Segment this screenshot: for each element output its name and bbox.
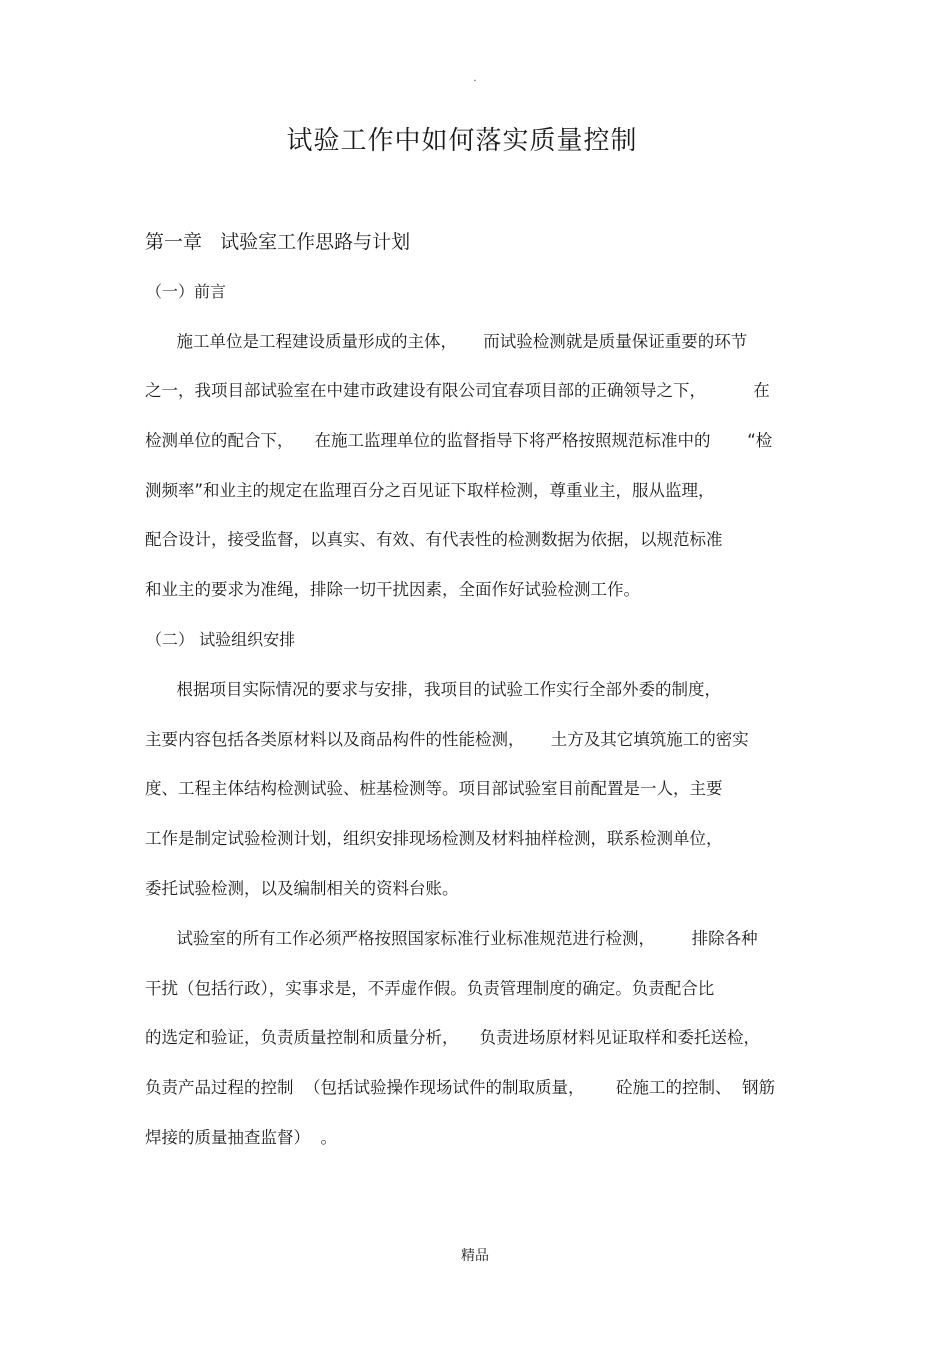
document-title: 试验工作中如何落实质量控制 xyxy=(286,126,638,156)
paragraph-line: 之一，我项目部试验室在中建市政建设有限公司宜春项目部的正确领导之下， 在 xyxy=(145,381,770,400)
paragraph-line: 焊接的质量抽查监督） 。 xyxy=(145,1128,337,1147)
paragraph-line: 施工单位是工程建设质量形成的主体， 而试验检测就是质量保证重要的环节 xyxy=(145,332,748,351)
paragraph-line: 和业主的要求为准绳，排除一切干扰因素，全面作好试验检测工作。 xyxy=(145,580,640,599)
paragraph-line: 委托试验检测，以及编制相关的资料台账。 xyxy=(145,879,459,898)
paragraph-line: 干扰（包括行政），实事求是，不弄虚作假。负责管理制度的确定。负责配合比 xyxy=(145,979,715,998)
paragraph-line: 测频率”和业主的规定在监理百分之百见证下取样检测，尊重业主，服从监理， xyxy=(145,481,715,500)
paragraph-line: 配合设计，接受监督，以真实、有效、有代表性的检测数据为依据，以规范标准 xyxy=(145,530,723,549)
section-heading-preface: （一）前言 xyxy=(146,282,227,301)
paragraph-line: 主要内容包括各类原材料以及商品构件的性能检测， 土方及其它填筑施工的密实 xyxy=(145,730,749,749)
header-mark: . xyxy=(473,73,477,84)
paragraph-line: 的选定和验证，负责质量控制和质量分析， 负责进场原材料见证取样和委托送检， xyxy=(145,1028,760,1047)
chapter-heading: 第一章 试验室工作思路与计划 xyxy=(145,231,411,253)
footer-mark: 精品 xyxy=(461,1248,489,1264)
paragraph-line: 度、工程主体结构检测试验、桩基检测等。项目部试验室目前配置是一人，主要 xyxy=(145,779,723,798)
paragraph-line: 根据项目实际情况的要求与安排，我项目的试验工作实行全部外委的制度， xyxy=(145,680,721,699)
paragraph-line: 工作是制定试验检测计划，组织安排现场检测及材料抽样检测，联系检测单位， xyxy=(145,829,723,848)
paragraph-line: 检测单位的配合下， 在施工监理单位的监督指导下将严格按照规范标准中的 “检 xyxy=(145,431,773,450)
section-heading-organization: （二） 试验组织安排 xyxy=(146,630,296,649)
paragraph-line: 负责产品过程的控制 （包括试验操作现场试件的制取质量， 砼施工的控制、 钢筋 xyxy=(145,1078,775,1097)
paragraph-line: 试验室的所有工作必须严格按照国家标准行业标准规范进行检测， 排除各种 xyxy=(145,929,758,948)
